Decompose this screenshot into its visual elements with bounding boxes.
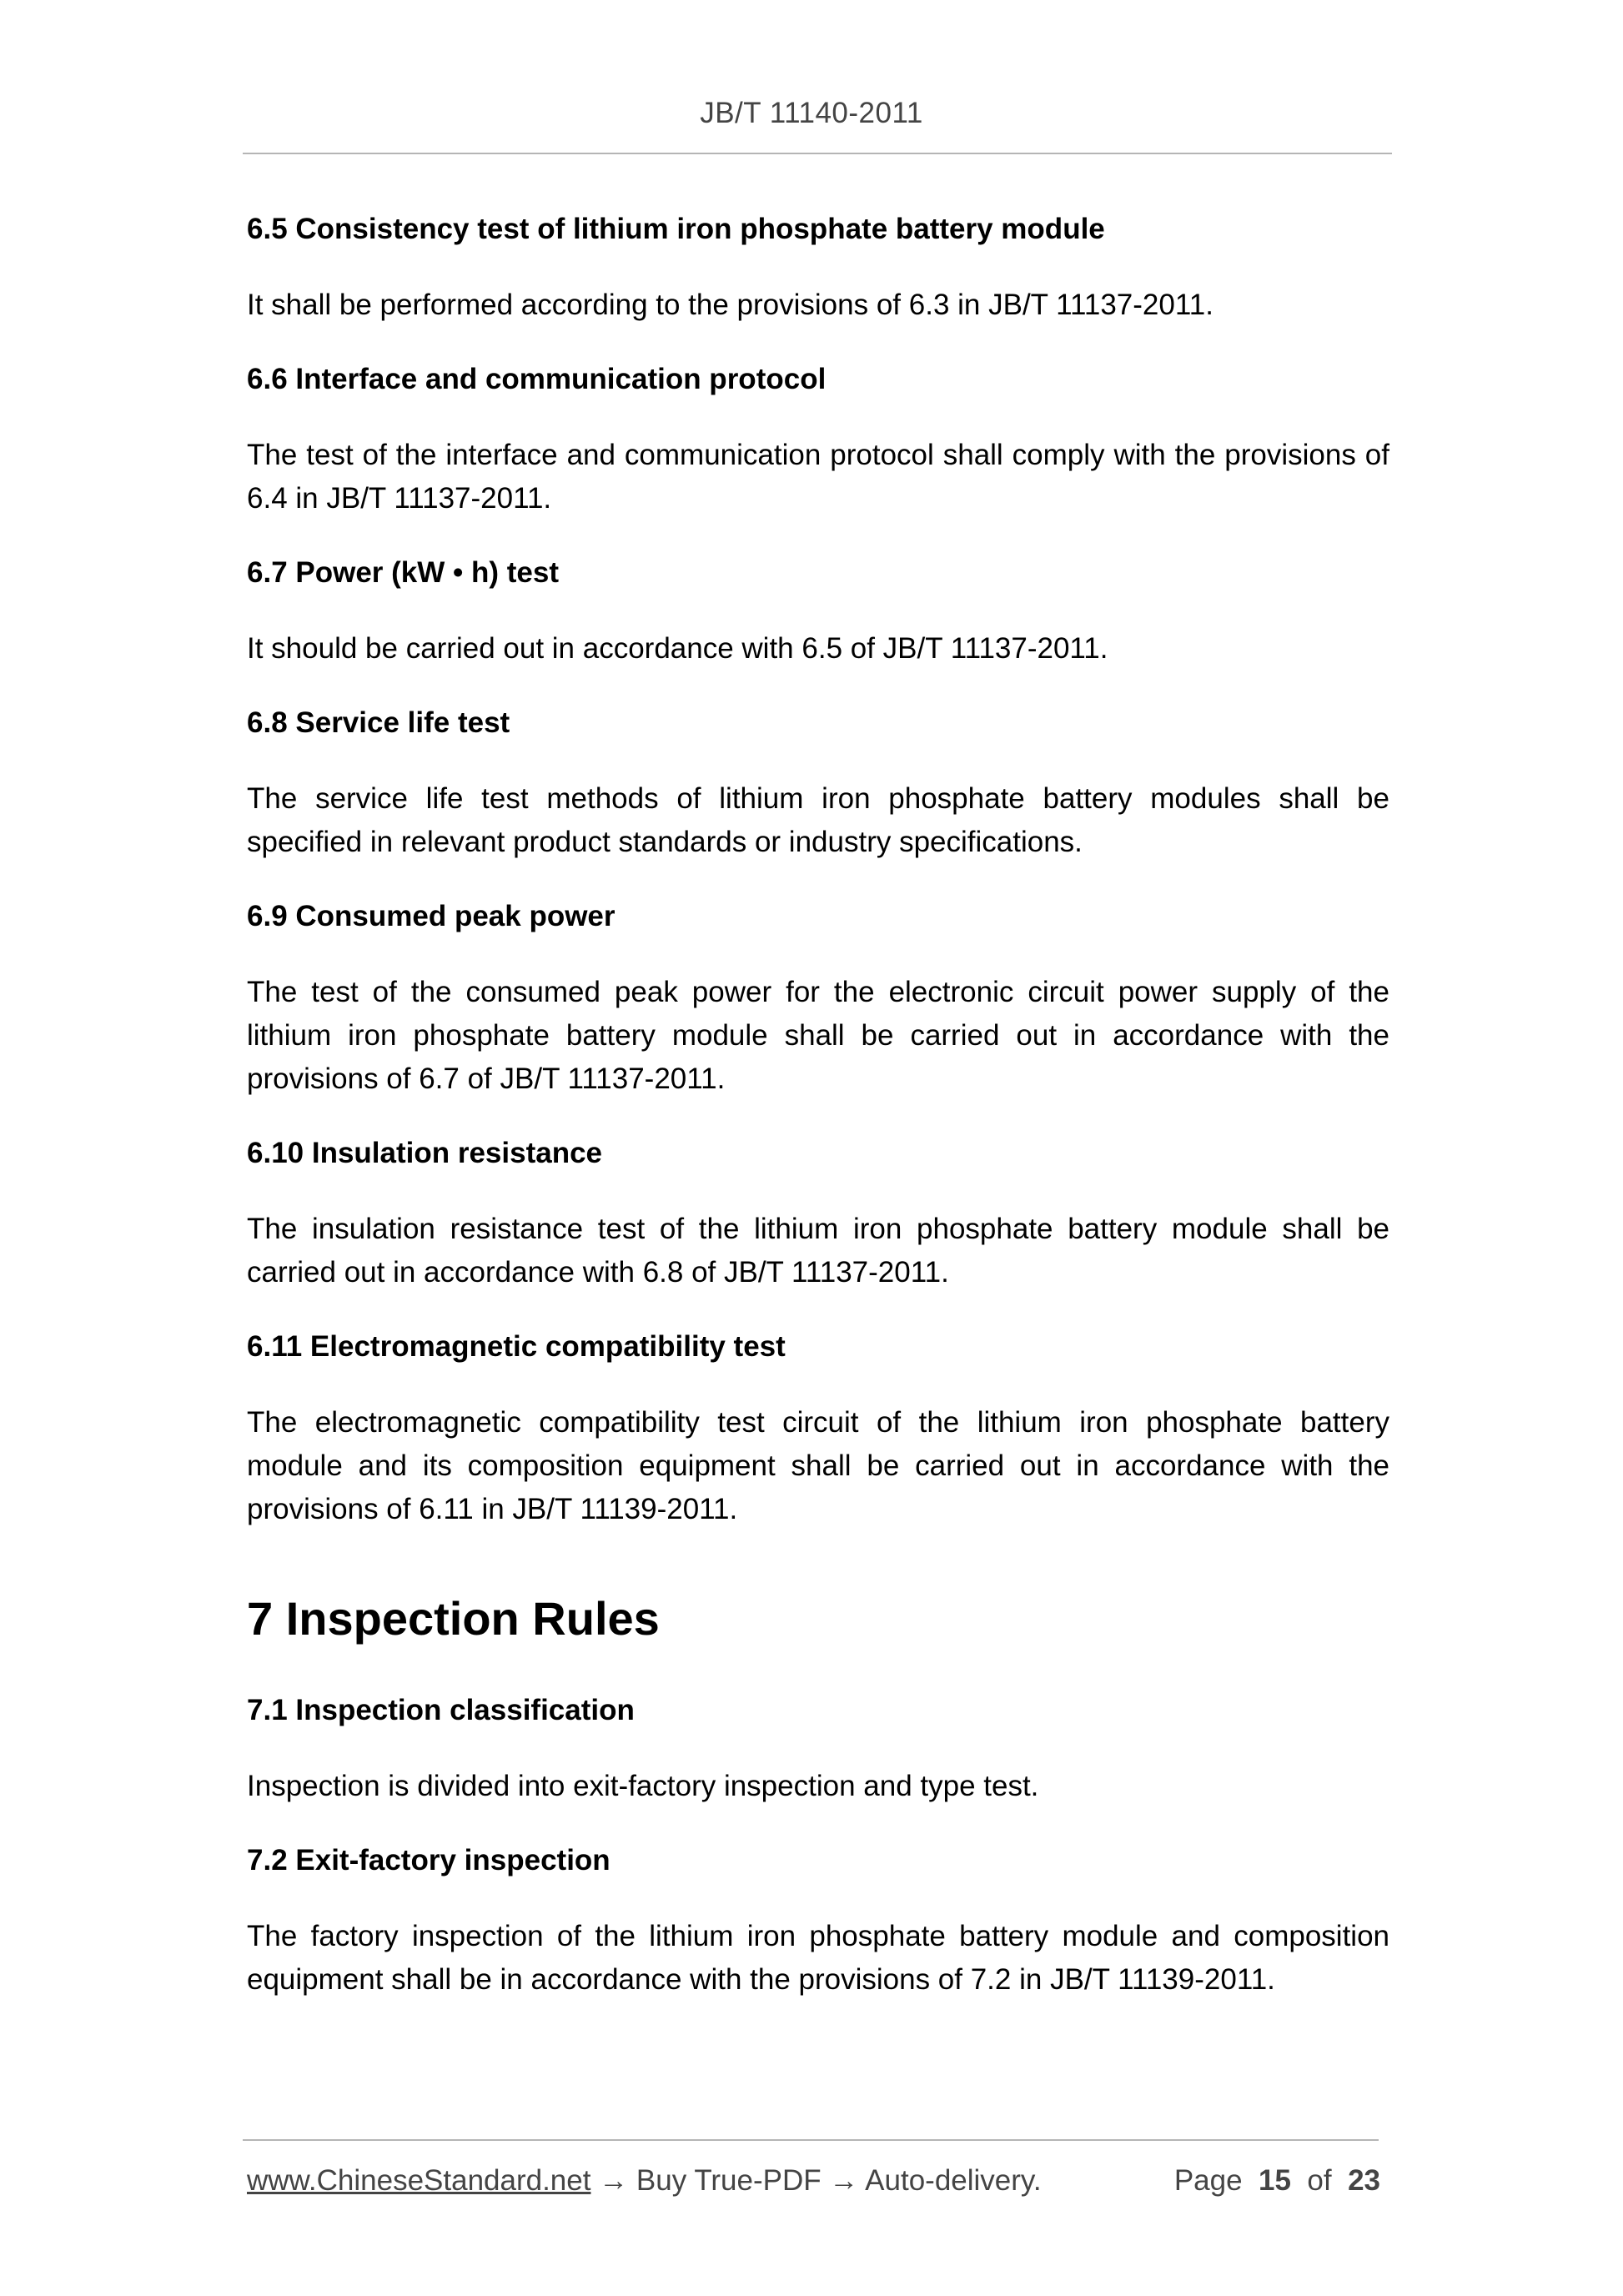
section-body-6-10: The insulation resistance test of the lithium iron phosphate battery module shall be carried out in accordance with 6.8 of JB/T 11137-2011. [247, 1213, 1389, 1289]
footer-divider [243, 2139, 1379, 2141]
section-heading-6-7: 6.7 Power (kW • h) test [247, 556, 559, 589]
section-heading-6-11: 6.11 Electromagnetic compatibility test [247, 1330, 786, 1363]
of-label: of [1307, 2164, 1332, 2197]
section-body-6-5: It shall be performed according to the provisions of 6.3 in JB/T 11137-2011. [247, 289, 1213, 321]
header-doc-id: JB/T 11140-2011 [700, 97, 923, 129]
section-heading-6-8: 6.8 Service life test [247, 706, 510, 739]
section-heading-6-5: 6.5 Consistency test of lithium iron phosphate battery module [247, 213, 1105, 245]
page-total: 23 [1348, 2164, 1380, 2197]
footer-site-link[interactable]: www.ChineseStandard.net [247, 2164, 591, 2197]
section-body-6-7: It should be carried out in accordance with 6.5 of JB/T 11137-2011. [247, 632, 1108, 665]
footer-promo-text: → Buy True-PDF → Auto-delivery. [590, 2164, 1042, 2197]
page-footer [247, 2160, 1383, 2202]
section-body-6-8: The service life test methods of lithium iron phosphate battery modules shall be specified in relevant product standards or industry specifications. [247, 782, 1389, 858]
chapter-title: 7 Inspection Rules [247, 1592, 660, 1645]
page-number: 15 [1259, 2164, 1291, 2197]
section-body-7-2: The factory inspection of the lithium iron phosphate battery module and composition equipment shall be in accordance with the provisions of 7.2 in JB/T 11139-2011. [247, 1920, 1389, 1996]
section-body-6-6: The test of the interface and communication protocol shall comply with the provisions of 6.4 in JB/T 11137-2011. [247, 439, 1389, 515]
section-body-6-9: The test of the consumed peak power for the electronic circuit power supply of the lithium iron phosphate battery module shall be carried out in accordance with the provisions of 6.7 of JB/T 11137-2011. [247, 976, 1389, 1095]
section-heading-7-2: 7.2 Exit-factory inspection [247, 1844, 611, 1876]
section-body-7-1: Inspection is divided into exit-factory inspection and type test. [247, 1770, 1039, 1802]
section-heading-6-10: 6.10 Insulation resistance [247, 1137, 603, 1169]
section-body-6-11: The electromagnetic compatibility test circuit of the lithium iron phosphate battery module and its composition equipment shall be carried out in accordance with the provisions of 6.11 in JB/T 11139-2011. [247, 1406, 1389, 1525]
header-divider [243, 153, 1392, 154]
page-content [247, 208, 1389, 2033]
section-heading-6-6: 6.6 Interface and communication protocol [247, 363, 827, 395]
page-label: Page [1173, 2164, 1243, 2197]
section-heading-6-9: 6.9 Consumed peak power [247, 900, 616, 932]
page-counter [1174, 2160, 1380, 2202]
section-heading-7-1: 7.1 Inspection classification [247, 1694, 635, 1726]
